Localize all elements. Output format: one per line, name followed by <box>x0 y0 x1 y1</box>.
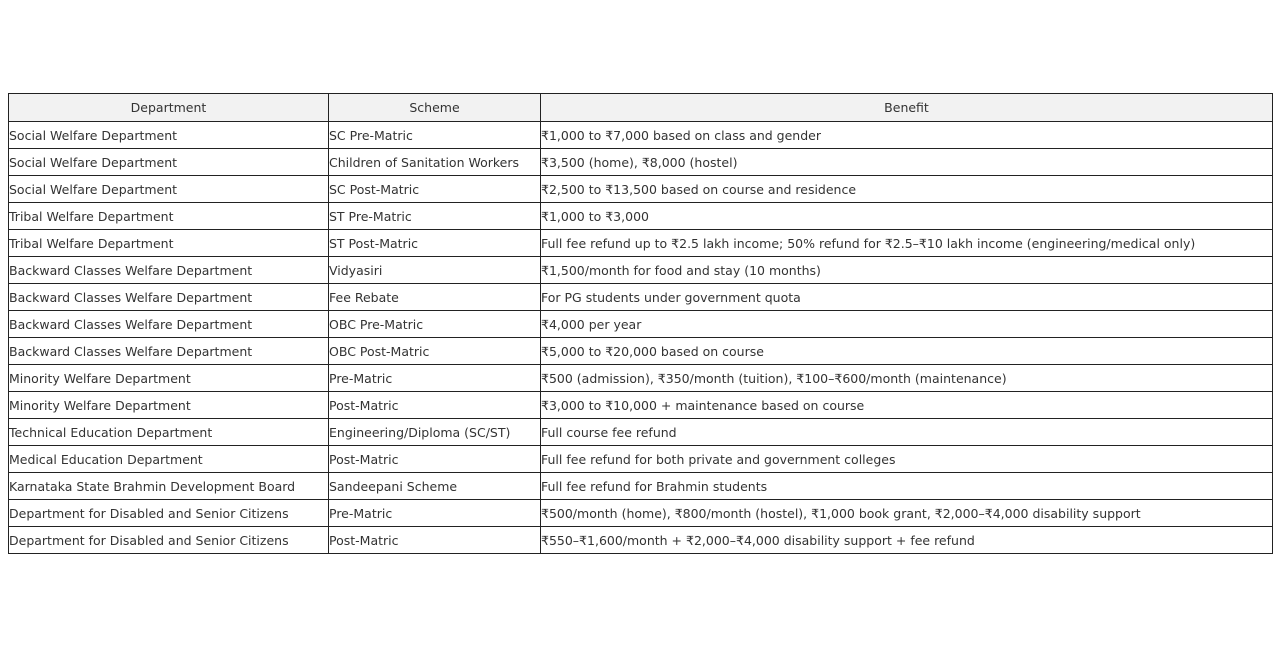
cell-benefit: ₹1,500/month for food and stay (10 months) <box>541 257 1273 284</box>
table-row <box>9 338 1273 365</box>
cell-scheme: SC Post-Matric <box>329 176 541 203</box>
cell-department: Tribal Welfare Department <box>9 203 329 230</box>
cell-scheme: Post-Matric <box>329 527 541 554</box>
table-row <box>9 446 1273 473</box>
schemes-table <box>8 93 1273 554</box>
header-department: Department <box>9 94 329 122</box>
table-row <box>9 419 1273 446</box>
cell-scheme: Children of Sanitation Workers <box>329 149 541 176</box>
cell-benefit: ₹3,500 (home), ₹8,000 (hostel) <box>541 149 1273 176</box>
table-row <box>9 500 1273 527</box>
cell-benefit: Full fee refund for Brahmin students <box>541 473 1273 500</box>
header-benefit: Benefit <box>541 94 1273 122</box>
cell-scheme: Engineering/Diploma (SC/ST) <box>329 419 541 446</box>
table-row <box>9 230 1273 257</box>
cell-scheme: OBC Post-Matric <box>329 338 541 365</box>
cell-scheme: Post-Matric <box>329 446 541 473</box>
cell-department: Backward Classes Welfare Department <box>9 257 329 284</box>
table-row <box>9 176 1273 203</box>
cell-scheme: Vidyasiri <box>329 257 541 284</box>
cell-scheme: SC Pre-Matric <box>329 122 541 149</box>
header-scheme: Scheme <box>329 94 541 122</box>
cell-scheme: ST Pre-Matric <box>329 203 541 230</box>
cell-department: Department for Disabled and Senior Citizens <box>9 500 329 527</box>
cell-benefit: Full course fee refund <box>541 419 1273 446</box>
cell-benefit: ₹550–₹1,600/month + ₹2,000–₹4,000 disability support + fee refund <box>541 527 1273 554</box>
cell-benefit: ₹3,000 to ₹10,000 + maintenance based on course <box>541 392 1273 419</box>
cell-benefit: ₹500 (admission), ₹350/month (tuition), ₹100–₹600/month (maintenance) <box>541 365 1273 392</box>
header-row <box>9 94 1273 122</box>
cell-benefit: For PG students under government quota <box>541 284 1273 311</box>
cell-benefit: ₹500/month (home), ₹800/month (hostel), ₹1,000 book grant, ₹2,000–₹4,000 disability support <box>541 500 1273 527</box>
cell-department: Social Welfare Department <box>9 149 329 176</box>
table-row <box>9 203 1273 230</box>
cell-department: Karnataka State Brahmin Development Board <box>9 473 329 500</box>
table-row <box>9 122 1273 149</box>
table-row <box>9 149 1273 176</box>
cell-benefit: ₹5,000 to ₹20,000 based on course <box>541 338 1273 365</box>
table-row <box>9 527 1273 554</box>
cell-department: Minority Welfare Department <box>9 365 329 392</box>
cell-department: Department for Disabled and Senior Citizens <box>9 527 329 554</box>
cell-scheme: OBC Pre-Matric <box>329 311 541 338</box>
table-row <box>9 311 1273 338</box>
cell-department: Social Welfare Department <box>9 176 329 203</box>
cell-scheme: Post-Matric <box>329 392 541 419</box>
cell-benefit: ₹2,500 to ₹13,500 based on course and residence <box>541 176 1273 203</box>
cell-department: Technical Education Department <box>9 419 329 446</box>
table-row <box>9 392 1273 419</box>
cell-department: Social Welfare Department <box>9 122 329 149</box>
table-row <box>9 284 1273 311</box>
table-row <box>9 365 1273 392</box>
cell-department: Backward Classes Welfare Department <box>9 284 329 311</box>
cell-department: Medical Education Department <box>9 446 329 473</box>
cell-benefit: ₹4,000 per year <box>541 311 1273 338</box>
cell-department: Backward Classes Welfare Department <box>9 311 329 338</box>
cell-benefit: Full fee refund up to ₹2.5 lakh income; 50% refund for ₹2.5–₹10 lakh income (engineering/medical only) <box>541 230 1273 257</box>
cell-scheme: Sandeepani Scheme <box>329 473 541 500</box>
cell-department: Backward Classes Welfare Department <box>9 338 329 365</box>
cell-scheme: Pre-Matric <box>329 365 541 392</box>
cell-scheme: Pre-Matric <box>329 500 541 527</box>
cell-scheme: Fee Rebate <box>329 284 541 311</box>
cell-benefit: ₹1,000 to ₹3,000 <box>541 203 1273 230</box>
cell-department: Tribal Welfare Department <box>9 230 329 257</box>
table-row <box>9 473 1273 500</box>
table-header <box>9 94 1273 122</box>
table-row <box>9 257 1273 284</box>
cell-scheme: ST Post-Matric <box>329 230 541 257</box>
cell-benefit: Full fee refund for both private and government colleges <box>541 446 1273 473</box>
table-body <box>9 122 1273 554</box>
cell-benefit: ₹1,000 to ₹7,000 based on class and gender <box>541 122 1273 149</box>
cell-department: Minority Welfare Department <box>9 392 329 419</box>
